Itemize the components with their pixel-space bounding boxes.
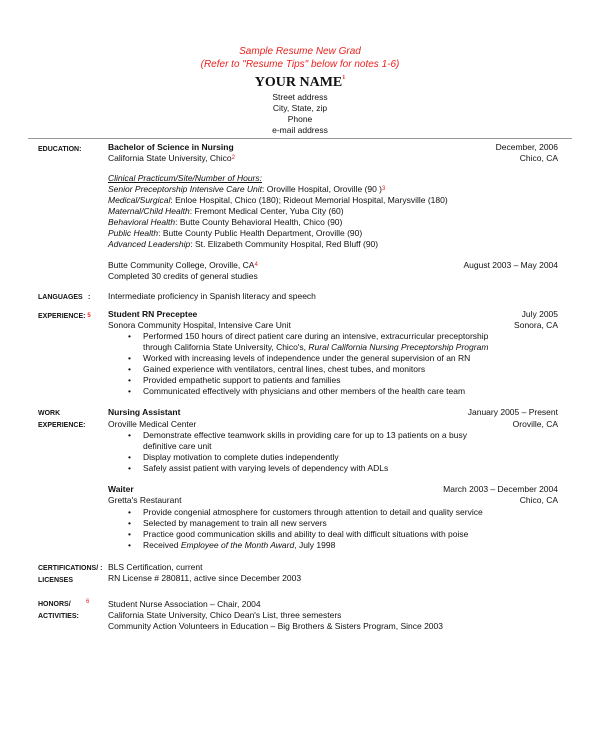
- note-mark-6: 6: [86, 599, 90, 605]
- experience-bullet: Worked with increasing levels of independence under the general supervision of an RN: [143, 353, 471, 363]
- degree: Bachelor of Science in Nursing: [108, 142, 234, 152]
- note-mark-4: 4: [254, 262, 258, 268]
- note-mark-2: 2: [231, 155, 235, 161]
- experience-bullet: Communicated effectively with physicians and other members of the health care team: [143, 386, 466, 396]
- job-bullet: Practice good communication skills and ability to deal with difficult situations with poise: [143, 529, 469, 539]
- bullet-icon: •: [128, 463, 131, 473]
- job-location: Chico, CA: [519, 495, 558, 505]
- honors-label: HONORS/: [38, 601, 71, 608]
- credits: Completed 30 credits of general studies: [108, 271, 258, 281]
- job-location: Oroville, CA: [512, 419, 558, 429]
- work-label-2: EXPERIENCE:: [38, 422, 86, 429]
- work-label: WORK: [38, 410, 61, 417]
- bullet-icon: •: [128, 430, 131, 440]
- bullet-icon: •: [128, 540, 131, 550]
- certifications-label: CERTIFICATIONS/ :: [38, 565, 103, 572]
- note-mark-1: 1: [342, 75, 346, 81]
- languages-text: Intermediate proficiency in Spanish literacy and speech: [108, 291, 316, 301]
- college: Butte Community College, Oroville, $CA^4$: [108, 260, 258, 270]
- experience-bullet: Gained experience with ventilators, central lines, chest tubes, and monitors: [143, 364, 426, 374]
- job-title: Waiter: [108, 484, 134, 494]
- bullet-icon: •: [128, 331, 131, 341]
- honor-line: Student Nurse Association – Chair, 2004: [108, 599, 261, 609]
- degree-date: December, 2006: [495, 142, 558, 152]
- resume-sample-subtitle: (Refer to "Resume Tips" below for notes 1-6): [200, 59, 400, 70]
- clinical-item: Medical/Surgical: Enloe Hospital, Chico (180); Rideout Memorial Hospital, Marysville (180): [108, 195, 448, 205]
- school-location: Chico, CA: [519, 153, 558, 163]
- experience-title: Student RN Preceptee: [108, 309, 198, 319]
- phone: Phone: [287, 114, 313, 124]
- experience-bullet-cont: through California State University, Chico's, Rural California Nursing Preceptorship Program: [143, 342, 489, 352]
- experience-org: Sonora Community Hospital, Intensive Care Unit: [108, 320, 291, 330]
- job-bullet: Display motivation to complete duties independently: [143, 452, 339, 462]
- bullet-icon: •: [128, 452, 131, 462]
- bullet-icon: •: [128, 518, 131, 528]
- college-dates: August 2003 – May 2004: [463, 260, 558, 270]
- clinical-item: Senior Preceptorship Intensive Care Unit: Oroville Hospital, Oroville (90 )$^3$: [108, 184, 386, 194]
- job-bullet: Safely assist patient with varying levels of dependency with ADLs: [143, 463, 389, 473]
- job-bullet-cont: definitive care unit: [143, 441, 212, 451]
- experience-label: EXPERIENCE: 5: [38, 313, 91, 320]
- job-title: Nursing Assistant: [108, 407, 181, 417]
- job-bullet: Received Employee of the Month Award, July 1998: [143, 540, 336, 550]
- job-date: January 2005 – Present: [467, 407, 558, 417]
- clinical-item: Behavioral Health: Butte County Behavioral Health, Chico (90): [108, 217, 343, 227]
- bullet-icon: •: [128, 375, 131, 385]
- job-bullet: Demonstrate effective teamwork skills in providing care for up to 13 patients on a busy: [143, 430, 467, 440]
- job-org: Oroville Medical Center: [108, 419, 197, 429]
- job-bullet: Selected by management to train all new servers: [143, 518, 327, 528]
- street-address: Street address: [272, 92, 328, 102]
- experience-date: July 2005: [521, 309, 558, 319]
- job-org: Gretta's Restaurant: [108, 495, 182, 505]
- languages-colon: :: [88, 294, 91, 301]
- bullet-icon: •: [128, 529, 131, 539]
- experience-bullet: Performed 150 hours of direct patient care during an intensive, extracurricular preceptorship: [143, 331, 489, 341]
- licenses-label: LICENSES: [38, 577, 74, 584]
- bullet-icon: •: [128, 353, 131, 363]
- email: e-mail address: [272, 125, 328, 135]
- note-mark-5: 5: [87, 313, 91, 319]
- candidate-name: YOUR NAME$^1$: [254, 75, 346, 90]
- certification-line: BLS Certification, current: [108, 562, 203, 572]
- experience-bullet: Provided empathetic support to patients and families: [143, 375, 341, 385]
- clinical-heading: Clinical Practicum/Site/Number of Hours:: [108, 173, 262, 183]
- honor-line: California State University, Chico Dean's List, three semesters: [108, 610, 342, 620]
- experience-location: Sonora, CA: [514, 320, 558, 330]
- languages-label: LANGUAGES: [38, 294, 83, 301]
- activities-label: ACTIVITIES:: [38, 613, 79, 620]
- license-line: RN License # 280811, active since December 2003: [108, 573, 302, 583]
- job-date: March 2003 – December 2004: [443, 484, 558, 494]
- job-bullet: Provide congenial atmosphere for customers through attention to detail and quality service: [143, 507, 483, 517]
- bullet-icon: •: [128, 507, 131, 517]
- header-divider: [28, 138, 572, 139]
- clinical-item: Public Health: Butte County Public Health Department, Oroville (90): [108, 228, 363, 238]
- city-state-zip: City, State, zip: [272, 103, 328, 113]
- honor-line: Community Action Volunteers in Education – Big Brothers & Sisters Program, Since 2003: [108, 621, 443, 631]
- education-label: EDUCATION:: [38, 146, 82, 153]
- school: California State University, Chico$^2$: [108, 153, 235, 163]
- bullet-icon: •: [128, 386, 131, 396]
- note-mark-3: 3: [382, 186, 386, 192]
- clinical-item: Maternal/Child Health: Fremont Medical Center, Yuba City (60): [108, 206, 344, 216]
- clinical-item: Advanced Leadership: St. Elizabeth Community Hospital, Red Bluff (90): [108, 239, 379, 249]
- resume-sample-title: Sample Resume New Grad: [239, 46, 361, 57]
- bullet-icon: •: [128, 364, 131, 374]
